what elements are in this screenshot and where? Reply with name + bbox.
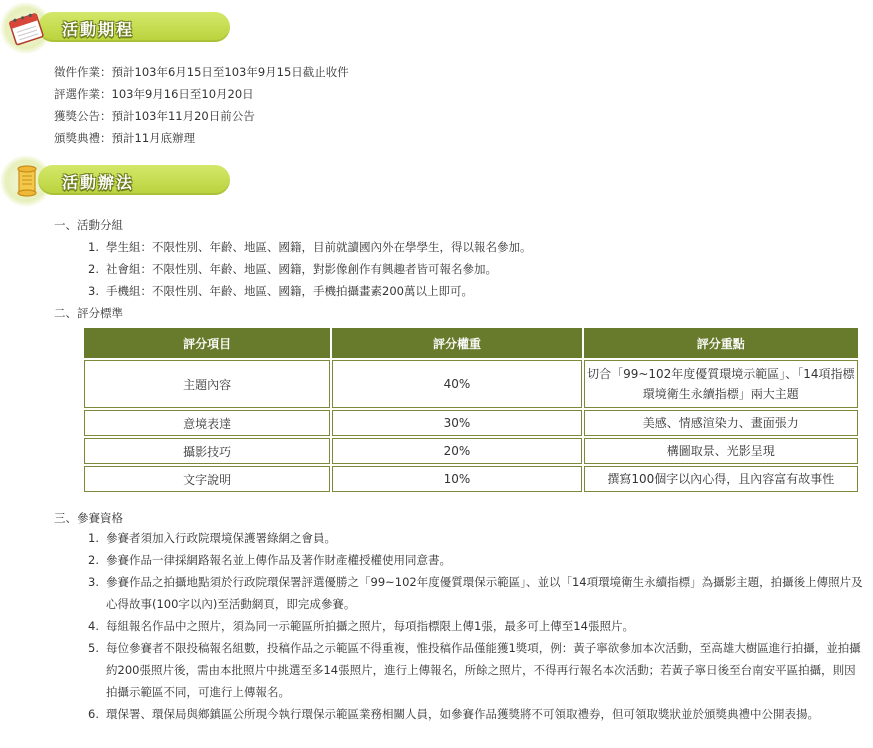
cell-weight: 40%	[332, 360, 581, 408]
list-item	[88, 527, 863, 549]
list-text: 參賽作品之拍攝地點須於行政院環保署評選優勝之「99~102年度優質環保示範區」、並以「14項環境衛生永續指標」為攝影主題，拍攝後上傳照片及心得故事(100字以內)至活動網頁，即完成參賽。	[106, 575, 863, 611]
cell-weight: 10%	[332, 466, 581, 492]
table-row	[84, 438, 858, 464]
scroll-icon	[6, 161, 48, 201]
list-item	[88, 261, 497, 277]
cell-focus: 切合「99~102年度優質環境示範區」、「14項指標環境衛生永續指標」兩大主題	[584, 360, 858, 408]
cell-weight: 20%	[332, 438, 581, 464]
scoring-table	[82, 326, 860, 494]
section-eligibility-heading: 三、參賽資格	[54, 511, 123, 525]
list-item	[88, 571, 863, 615]
list-text: 環保署、環保局與鄉鎮區公所現今執行環保示範區業務相關人員，如參賽作品獲獎將不可領取禮券，但可領取獎狀並於頒獎典禮中公開表揚。	[106, 707, 819, 721]
table-row	[84, 466, 858, 492]
cell-focus: 美感、情感渲染力、畫面張力	[584, 410, 858, 436]
list-number: 3.	[88, 575, 99, 589]
schedule-line-ceremony: 頒獎典禮：預計11月底辦理	[54, 131, 196, 145]
header-weight: 評分權重	[332, 328, 581, 358]
list-text: 學生組：不限性別、年齡、地區、國籍，目前就讀國內外在學學生，得以報名參加。	[106, 240, 532, 254]
list-item	[88, 615, 863, 637]
list-text: 手機組：不限性別、年齡、地區、國籍，手機拍攝畫素200萬以上即可。	[106, 284, 473, 298]
cell-item: 主題內容	[84, 360, 330, 408]
header-item: 評分項目	[84, 328, 330, 358]
list-number: 5.	[88, 641, 99, 655]
schedule-line-submission: 徵件作業：預計103年6月15日至103年9月15日截止收件	[54, 65, 349, 79]
table-row	[84, 360, 858, 408]
list-text: 參賽作品一律採網路報名並上傳作品及著作財產權授權使用同意書。	[106, 553, 451, 567]
list-number: 6.	[88, 707, 99, 721]
list-item	[88, 283, 473, 299]
list-number: 4.	[88, 619, 99, 633]
section-groups-heading: 一、活動分組	[54, 218, 123, 232]
list-number: 2.	[88, 553, 99, 567]
cell-focus: 撰寫100個字以內心得，且內容富有故事性	[584, 466, 858, 492]
cell-item: 攝影技巧	[84, 438, 330, 464]
list-item	[88, 239, 532, 255]
list-item	[88, 637, 863, 703]
table-row	[84, 410, 858, 436]
section-scoring-heading: 二、評分標準	[54, 306, 123, 320]
list-text: 參賽者須加入行政院環境保護署綠網之會員。	[106, 531, 336, 545]
schedule-line-review: 評選作業：103年9月16日至10月20日	[54, 87, 254, 101]
list-text: 每組報名作品中之照片，須為同一示範區所拍攝之照片，每項指標限上傳1張，最多可上傳至14張照片。	[106, 619, 634, 633]
schedule-title: 活動期程	[62, 20, 135, 39]
list-number: 3.	[88, 284, 99, 298]
calendar-icon	[6, 8, 48, 48]
list-number: 1.	[88, 531, 99, 545]
list-item	[88, 703, 863, 725]
list-number: 1.	[88, 240, 99, 254]
cell-item: 文字說明	[84, 466, 330, 492]
header-focus: 評分重點	[584, 328, 858, 358]
cell-focus: 構圖取景、光影呈現	[584, 438, 858, 464]
rules-title: 活動辦法	[62, 173, 135, 192]
schedule-banner	[0, 2, 240, 54]
list-number: 2.	[88, 262, 99, 276]
list-text: 社會組：不限性別、年齡、地區、國籍，對影像創作有興趣者皆可報名參加。	[106, 262, 497, 276]
rules-banner	[0, 155, 240, 207]
schedule-line-announcement: 獲獎公告：預計103年11月20日前公告	[54, 109, 255, 123]
cell-weight: 30%	[332, 410, 581, 436]
list-text: 每位參賽者不限投稿報名組數，投稿作品之示範區不得重複，惟投稿作品僅能獲1獎項，例：黃子寧欲參加本次活動，至高雄大樹區進行拍攝，並拍攝約200張照片後，需由本批照片中挑選至多14張照片，進行上傳報名，所餘之照片，不得再行報名本次活動；若黃子寧日後至台南安平區拍攝，則因拍攝示範區不同，可進行上傳報名。	[106, 641, 861, 699]
cell-item: 意境表達	[84, 410, 330, 436]
list-item	[88, 549, 863, 571]
table-header-row	[84, 328, 858, 358]
